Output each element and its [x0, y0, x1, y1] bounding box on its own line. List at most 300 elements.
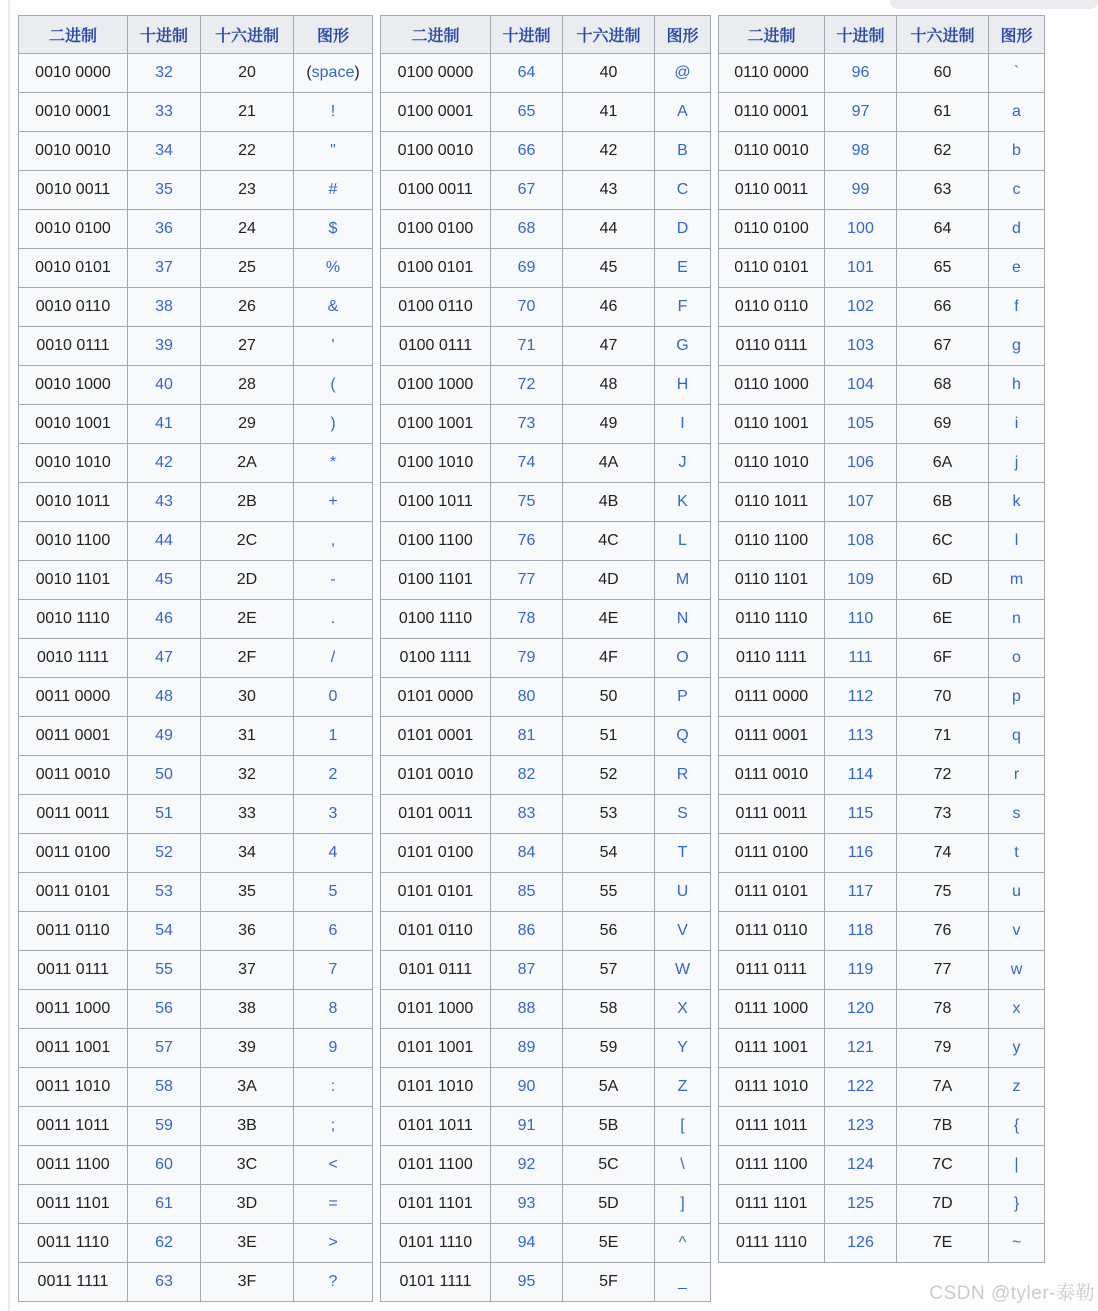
decimal-link[interactable]: 58	[128, 1068, 201, 1107]
glyph-link[interactable]: j	[989, 444, 1045, 483]
glyph-link[interactable]: 8	[294, 990, 373, 1029]
glyph-link[interactable]: 7	[294, 951, 373, 990]
decimal-link[interactable]: 104	[825, 366, 897, 405]
decimal-link[interactable]: 116	[825, 834, 897, 873]
decimal-link[interactable]: 115	[825, 795, 897, 834]
decimal-link[interactable]: 34	[128, 132, 201, 171]
binary-cell: 0111 1010	[719, 1068, 825, 1107]
table-row	[381, 1224, 711, 1263]
binary-cell: 0100 0110	[381, 288, 491, 327]
glyph-link[interactable]: q	[989, 717, 1045, 756]
decimal-link[interactable]: 42	[128, 444, 201, 483]
glyph-link[interactable]: ~	[989, 1224, 1045, 1263]
glyph-link[interactable]: ^	[655, 1224, 711, 1263]
binary-cell: 0011 0111	[19, 951, 128, 990]
table-row	[719, 990, 1045, 1029]
decimal-link[interactable]: 123	[825, 1107, 897, 1146]
glyph-link[interactable]: D	[655, 210, 711, 249]
decimal-link[interactable]: 62	[128, 1224, 201, 1263]
table-row	[719, 483, 1045, 522]
decimal-link[interactable]: 88	[491, 990, 563, 1029]
hex-cell: 6E	[897, 600, 989, 639]
decimal-link[interactable]: 117	[825, 873, 897, 912]
glyph-link[interactable]: s	[989, 795, 1045, 834]
glyph-link[interactable]: A	[655, 93, 711, 132]
decimal-link[interactable]: 122	[825, 1068, 897, 1107]
glyph-link[interactable]: l	[989, 522, 1045, 561]
col-header-decimal[interactable]: 十进制	[128, 16, 201, 54]
decimal-link[interactable]: 126	[825, 1224, 897, 1263]
table-row	[19, 249, 373, 288]
decimal-link[interactable]: 91	[491, 1107, 563, 1146]
glyph-link[interactable]: o	[989, 639, 1045, 678]
glyph-link[interactable]: Z	[655, 1068, 711, 1107]
decimal-link[interactable]: 63	[128, 1263, 201, 1302]
hex-cell: 2E	[201, 600, 294, 639]
glyph-link[interactable]: 9	[294, 1029, 373, 1068]
glyph-link[interactable]: *	[294, 444, 373, 483]
decimal-link[interactable]: 54	[128, 912, 201, 951]
glyph-link[interactable]: E	[655, 249, 711, 288]
glyph-link[interactable]: G	[655, 327, 711, 366]
decimal-link[interactable]: 77	[491, 561, 563, 600]
hex-cell: 5F	[563, 1263, 655, 1302]
glyph-link[interactable]: h	[989, 366, 1045, 405]
decimal-link[interactable]: 32	[128, 54, 201, 93]
decimal-link[interactable]: 47	[128, 639, 201, 678]
col-header-decimal[interactable]: 十进制	[491, 16, 563, 54]
decimal-link[interactable]: 96	[825, 54, 897, 93]
decimal-link[interactable]: 114	[825, 756, 897, 795]
decimal-link[interactable]: 56	[128, 990, 201, 1029]
hex-cell: 4D	[563, 561, 655, 600]
col-header-decimal[interactable]: 十进制	[825, 16, 897, 54]
glyph-link[interactable]: v	[989, 912, 1045, 951]
binary-cell: 0100 0011	[381, 171, 491, 210]
table-row	[19, 1263, 373, 1302]
table-row	[381, 1146, 711, 1185]
binary-cell: 0011 0101	[19, 873, 128, 912]
header-row	[19, 16, 373, 54]
glyph-link[interactable]: H	[655, 366, 711, 405]
table-row	[381, 600, 711, 639]
decimal-link[interactable]: 119	[825, 951, 897, 990]
decimal-link[interactable]: 86	[491, 912, 563, 951]
table-row	[19, 522, 373, 561]
binary-cell: 0100 0000	[381, 54, 491, 93]
hex-cell: 32	[201, 756, 294, 795]
glyph-link[interactable]: |	[989, 1146, 1045, 1185]
decimal-link[interactable]: 43	[128, 483, 201, 522]
glyph-link[interactable]: ?	[294, 1263, 373, 1302]
hex-cell: 56	[563, 912, 655, 951]
glyph-link[interactable]: U	[655, 873, 711, 912]
header-row	[381, 16, 711, 54]
decimal-link[interactable]: 84	[491, 834, 563, 873]
glyph-link[interactable]: %	[294, 249, 373, 288]
hex-cell: 41	[563, 93, 655, 132]
decimal-link[interactable]: 72	[491, 366, 563, 405]
decimal-link[interactable]: 80	[491, 678, 563, 717]
decimal-link[interactable]: 39	[128, 327, 201, 366]
decimal-link[interactable]: 76	[491, 522, 563, 561]
decimal-link[interactable]: 35	[128, 171, 201, 210]
glyph-link[interactable]: r	[989, 756, 1045, 795]
glyph-link[interactable]: t	[989, 834, 1045, 873]
hex-cell: 25	[201, 249, 294, 288]
decimal-link[interactable]: 55	[128, 951, 201, 990]
decimal-link[interactable]: 93	[491, 1185, 563, 1224]
hex-cell: 3F	[201, 1263, 294, 1302]
binary-cell: 0010 0011	[19, 171, 128, 210]
glyph-link[interactable]: 4	[294, 834, 373, 873]
glyph-link[interactable]: y	[989, 1029, 1045, 1068]
hex-cell: 7C	[897, 1146, 989, 1185]
decimal-link[interactable]: 68	[491, 210, 563, 249]
table-row	[719, 444, 1045, 483]
decimal-link[interactable]: 50	[128, 756, 201, 795]
hex-cell: 6A	[897, 444, 989, 483]
decimal-link[interactable]: 61	[128, 1185, 201, 1224]
glyph-link[interactable]: .	[294, 600, 373, 639]
decimal-link[interactable]: 87	[491, 951, 563, 990]
hex-cell: 20	[201, 54, 294, 93]
decimal-link[interactable]: 95	[491, 1263, 563, 1302]
col-header-binary[interactable]: 二进制	[19, 16, 128, 54]
glyph-link[interactable]: :	[294, 1068, 373, 1107]
col-header-hex[interactable]: 十六进制	[897, 16, 989, 54]
decimal-link[interactable]: 69	[491, 249, 563, 288]
table-row	[19, 873, 373, 912]
decimal-link[interactable]: 67	[491, 171, 563, 210]
decimal-link[interactable]: 108	[825, 522, 897, 561]
decimal-link[interactable]: 98	[825, 132, 897, 171]
glyph-link[interactable]: M	[655, 561, 711, 600]
glyph-link[interactable]: w	[989, 951, 1045, 990]
table-row	[381, 1107, 711, 1146]
glyph-link[interactable]: /	[294, 639, 373, 678]
table-row	[381, 444, 711, 483]
decimal-link[interactable]: 89	[491, 1029, 563, 1068]
decimal-link[interactable]: 109	[825, 561, 897, 600]
decimal-link[interactable]: 100	[825, 210, 897, 249]
col-header-glyph[interactable]: 图形	[294, 16, 373, 54]
glyph-link[interactable]: '	[294, 327, 373, 366]
glyph-link[interactable]: @	[655, 54, 711, 93]
decimal-link[interactable]: 41	[128, 405, 201, 444]
glyph-link[interactable]: p	[989, 678, 1045, 717]
decimal-link[interactable]: 101	[825, 249, 897, 288]
col-header-hex[interactable]: 十六进制	[201, 16, 294, 54]
decimal-link[interactable]: 106	[825, 444, 897, 483]
glyph-link[interactable]: +	[294, 483, 373, 522]
decimal-link[interactable]: 83	[491, 795, 563, 834]
glyph-link[interactable]: )	[294, 405, 373, 444]
glyph-link[interactable]: P	[655, 678, 711, 717]
binary-cell: 0110 0001	[719, 93, 825, 132]
binary-cell: 0111 1110	[719, 1224, 825, 1263]
decimal-link[interactable]: 73	[491, 405, 563, 444]
decimal-link[interactable]: 110	[825, 600, 897, 639]
hex-cell: 30	[201, 678, 294, 717]
hex-cell: 52	[563, 756, 655, 795]
col-header-hex[interactable]: 十六进制	[563, 16, 655, 54]
decimal-link[interactable]: 111	[825, 639, 897, 678]
binary-cell: 0110 0110	[719, 288, 825, 327]
glyph-link[interactable]: 5	[294, 873, 373, 912]
glyph-link[interactable]: ]	[655, 1185, 711, 1224]
hex-cell: 21	[201, 93, 294, 132]
decimal-link[interactable]: 82	[491, 756, 563, 795]
glyph-link[interactable]: i	[989, 405, 1045, 444]
binary-cell: 0010 0001	[19, 93, 128, 132]
glyph-link[interactable]: z	[989, 1068, 1045, 1107]
table-row	[19, 288, 373, 327]
binary-cell: 0101 1001	[381, 1029, 491, 1068]
glyph-link[interactable]: [	[655, 1107, 711, 1146]
glyph-link[interactable]: }	[989, 1185, 1045, 1224]
glyph-link[interactable]: 3	[294, 795, 373, 834]
decimal-link[interactable]: 112	[825, 678, 897, 717]
binary-cell: 0100 0101	[381, 249, 491, 288]
decimal-link[interactable]: 124	[825, 1146, 897, 1185]
decimal-link[interactable]: 40	[128, 366, 201, 405]
glyph-link[interactable]: B	[655, 132, 711, 171]
decimal-link[interactable]: 37	[128, 249, 201, 288]
glyph-link[interactable]: R	[655, 756, 711, 795]
glyph-link[interactable]: N	[655, 600, 711, 639]
binary-cell: 0101 0101	[381, 873, 491, 912]
decimal-link[interactable]: 102	[825, 288, 897, 327]
decimal-link[interactable]: 48	[128, 678, 201, 717]
glyph-link[interactable]: V	[655, 912, 711, 951]
glyph-link[interactable]: 6	[294, 912, 373, 951]
glyph-link[interactable]: T	[655, 834, 711, 873]
hex-cell: 24	[201, 210, 294, 249]
table-row	[381, 561, 711, 600]
glyph-link[interactable]: F	[655, 288, 711, 327]
hex-cell: 47	[563, 327, 655, 366]
decimal-link[interactable]: 118	[825, 912, 897, 951]
table-row	[719, 912, 1045, 951]
table-row	[19, 912, 373, 951]
binary-cell: 0110 1001	[719, 405, 825, 444]
binary-cell: 0111 1100	[719, 1146, 825, 1185]
glyph-link[interactable]: 2	[294, 756, 373, 795]
decimal-link[interactable]: 103	[825, 327, 897, 366]
table-row	[19, 210, 373, 249]
glyph-link[interactable]: b	[989, 132, 1045, 171]
ascii-table-96-126	[718, 15, 1045, 1263]
hex-cell: 65	[897, 249, 989, 288]
glyph-link[interactable]: ,	[294, 522, 373, 561]
decimal-link[interactable]: 53	[128, 873, 201, 912]
binary-cell: 0010 1001	[19, 405, 128, 444]
col-header-glyph[interactable]: 图形	[655, 16, 711, 54]
decimal-link[interactable]: 49	[128, 717, 201, 756]
decimal-link[interactable]: 66	[491, 132, 563, 171]
decimal-link[interactable]: 65	[491, 93, 563, 132]
table-row	[719, 873, 1045, 912]
decimal-link[interactable]: 38	[128, 288, 201, 327]
glyph-link[interactable]: n	[989, 600, 1045, 639]
glyph-link[interactable]: g	[989, 327, 1045, 366]
binary-cell: 0011 1000	[19, 990, 128, 1029]
binary-cell: 0101 1111	[381, 1263, 491, 1302]
table-row	[719, 522, 1045, 561]
glyph-link[interactable]: >	[294, 1224, 373, 1263]
glyph-link[interactable]: f	[989, 288, 1045, 327]
binary-cell: 0111 1001	[719, 1029, 825, 1068]
ascii-table-32-63	[18, 15, 373, 1302]
glyph-link[interactable]: W	[655, 951, 711, 990]
decimal-link[interactable]: 57	[128, 1029, 201, 1068]
glyph-link[interactable]: J	[655, 444, 711, 483]
table-row	[719, 366, 1045, 405]
binary-cell: 0101 0000	[381, 678, 491, 717]
hex-cell: 66	[897, 288, 989, 327]
table-row	[19, 1224, 373, 1263]
table-row	[381, 366, 711, 405]
table-row	[719, 951, 1045, 990]
header-row	[719, 16, 1045, 54]
table-row	[719, 171, 1045, 210]
hex-cell: 57	[563, 951, 655, 990]
table-row	[719, 132, 1045, 171]
decimal-link[interactable]: 45	[128, 561, 201, 600]
glyph-link[interactable]: m	[989, 561, 1045, 600]
table-row	[19, 678, 373, 717]
table-row	[719, 288, 1045, 327]
hex-cell: 3B	[201, 1107, 294, 1146]
glyph-link[interactable]: d	[989, 210, 1045, 249]
decimal-link[interactable]: 46	[128, 600, 201, 639]
hex-cell: 60	[897, 54, 989, 93]
glyph-link[interactable]: Y	[655, 1029, 711, 1068]
decimal-link[interactable]: 120	[825, 990, 897, 1029]
glyph-link[interactable]: Q	[655, 717, 711, 756]
glyph-link[interactable]: &	[294, 288, 373, 327]
glyph-link[interactable]: O	[655, 639, 711, 678]
decimal-link[interactable]: 121	[825, 1029, 897, 1068]
glyph-link[interactable]: I	[655, 405, 711, 444]
decimal-link[interactable]: 33	[128, 93, 201, 132]
glyph-link[interactable]: =	[294, 1185, 373, 1224]
glyph-link[interactable]: K	[655, 483, 711, 522]
decimal-link[interactable]: 52	[128, 834, 201, 873]
decimal-link[interactable]: 97	[825, 93, 897, 132]
binary-cell: 0111 0100	[719, 834, 825, 873]
decimal-link[interactable]: 99	[825, 171, 897, 210]
binary-cell: 0110 1000	[719, 366, 825, 405]
hex-cell: 5E	[563, 1224, 655, 1263]
binary-cell: 0111 0011	[719, 795, 825, 834]
decimal-link[interactable]: 51	[128, 795, 201, 834]
decimal-link[interactable]: 74	[491, 444, 563, 483]
glyph-link[interactable]: !	[294, 93, 373, 132]
decimal-link[interactable]: 90	[491, 1068, 563, 1107]
hex-cell: 2F	[201, 639, 294, 678]
glyph-link[interactable]: L	[655, 522, 711, 561]
hex-cell: 71	[897, 717, 989, 756]
decimal-link[interactable]: 94	[491, 1224, 563, 1263]
decimal-link[interactable]: 59	[128, 1107, 201, 1146]
decimal-link[interactable]: 79	[491, 639, 563, 678]
binary-cell: 0011 1101	[19, 1185, 128, 1224]
binary-cell: 0010 1101	[19, 561, 128, 600]
decimal-link[interactable]: 107	[825, 483, 897, 522]
glyph-link[interactable]: (	[294, 366, 373, 405]
decimal-link[interactable]: 125	[825, 1185, 897, 1224]
glyph-link[interactable]: -	[294, 561, 373, 600]
glyph-link[interactable]: k	[989, 483, 1045, 522]
binary-cell: 0111 0000	[719, 678, 825, 717]
table-row	[719, 1107, 1045, 1146]
glyph-link[interactable]: x	[989, 990, 1045, 1029]
decimal-link[interactable]: 81	[491, 717, 563, 756]
glyph-link[interactable]: {	[989, 1107, 1045, 1146]
glyph-link[interactable]: a	[989, 93, 1045, 132]
col-header-binary[interactable]: 二进制	[719, 16, 825, 54]
hex-cell: 75	[897, 873, 989, 912]
binary-cell: 0010 1011	[19, 483, 128, 522]
glyph-link[interactable]: "	[294, 132, 373, 171]
decimal-link[interactable]: 44	[128, 522, 201, 561]
decimal-link[interactable]: 85	[491, 873, 563, 912]
decimal-link[interactable]: 105	[825, 405, 897, 444]
decimal-link[interactable]: 113	[825, 717, 897, 756]
decimal-link[interactable]: 92	[491, 1146, 563, 1185]
binary-cell: 0100 1010	[381, 444, 491, 483]
glyph-link[interactable]: 0	[294, 678, 373, 717]
table-row	[381, 93, 711, 132]
decimal-link[interactable]: 78	[491, 600, 563, 639]
glyph-link[interactable]: ;	[294, 1107, 373, 1146]
glyph-link[interactable]: (space)	[294, 54, 373, 93]
glyph-link[interactable]: <	[294, 1146, 373, 1185]
decimal-link[interactable]: 64	[491, 54, 563, 93]
decimal-link[interactable]: 75	[491, 483, 563, 522]
hex-cell: 74	[897, 834, 989, 873]
scroll-track-fragment	[890, 0, 1098, 9]
hex-cell: 2D	[201, 561, 294, 600]
hex-cell: 53	[563, 795, 655, 834]
glyph-link[interactable]: 1	[294, 717, 373, 756]
glyph-link[interactable]: c	[989, 171, 1045, 210]
decimal-link[interactable]: 60	[128, 1146, 201, 1185]
glyph-link[interactable]: C	[655, 171, 711, 210]
glyph-link[interactable]: u	[989, 873, 1045, 912]
col-header-binary[interactable]: 二进制	[381, 16, 491, 54]
decimal-link[interactable]: 71	[491, 327, 563, 366]
glyph-link[interactable]: `	[989, 54, 1045, 93]
glyph-link[interactable]: e	[989, 249, 1045, 288]
glyph-link[interactable]: $	[294, 210, 373, 249]
glyph-link[interactable]: #	[294, 171, 373, 210]
hex-cell: 4E	[563, 600, 655, 639]
binary-cell: 0100 1100	[381, 522, 491, 561]
table-row	[381, 951, 711, 990]
glyph-link[interactable]: _	[655, 1263, 711, 1302]
decimal-link[interactable]: 70	[491, 288, 563, 327]
binary-cell: 0010 0110	[19, 288, 128, 327]
table-row	[719, 756, 1045, 795]
glyph-link[interactable]: \	[655, 1146, 711, 1185]
glyph-link[interactable]: S	[655, 795, 711, 834]
glyph-link[interactable]: X	[655, 990, 711, 1029]
decimal-link[interactable]: 36	[128, 210, 201, 249]
col-header-glyph[interactable]: 图形	[989, 16, 1045, 54]
